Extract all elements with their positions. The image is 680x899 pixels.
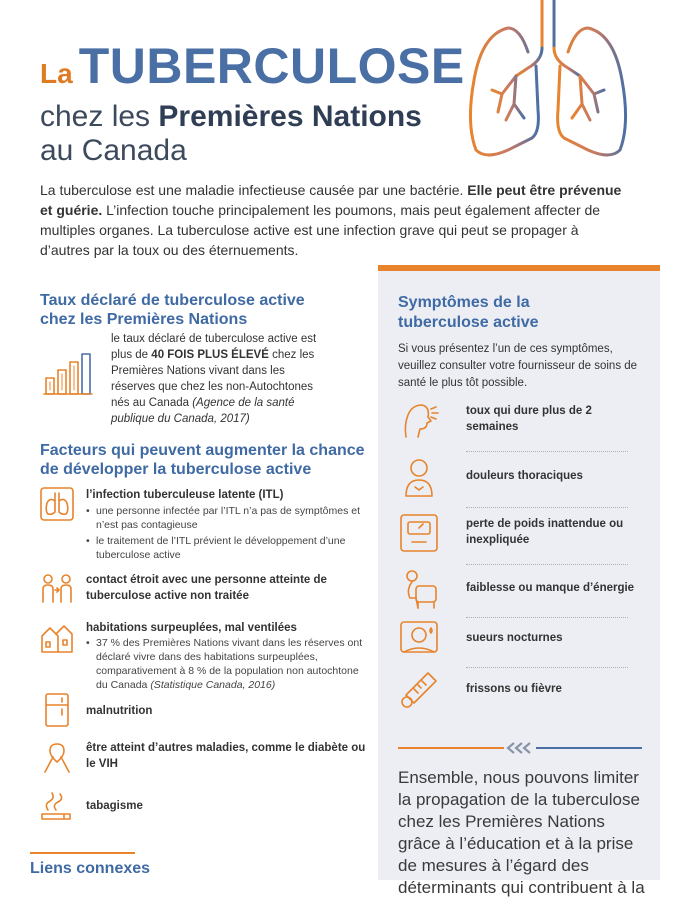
divider: [466, 451, 628, 452]
symptoms-heading: [398, 293, 539, 333]
title-line2-prefix: chez les: [40, 100, 151, 133]
list-item: • le traitement de l’ITL prévient le développement d’une tuberculose active: [86, 534, 366, 562]
factor-contact-title: contact étroit avec une personne atteinte de tuberculose active non traitée: [86, 574, 327, 602]
symptom-weight: [398, 510, 638, 556]
chest-pain-icon: [398, 456, 440, 498]
factor-smoking-title: tabagisme: [86, 800, 143, 812]
title-main: TUBERCULOSE: [78, 38, 465, 94]
title-la: La: [40, 58, 73, 89]
bar-chart-icon: [42, 350, 94, 398]
chevron-divider-icon: [398, 741, 642, 755]
symptoms-heading-line2: tuberculose active: [398, 314, 539, 331]
houses-icon: [40, 620, 74, 654]
divider: [466, 507, 628, 508]
thermometer-icon: [398, 669, 440, 711]
weakness-icon: [398, 568, 440, 610]
symptoms-heading-line1: Symptômes de la: [398, 294, 530, 311]
related-divider: [30, 852, 135, 854]
rate-text-post: chez les Premières Nations vivant dans les réserves que chez les non-Autochtones nés au Canada: [111, 349, 315, 409]
symptom-label: perte de poids inattendue ou inexpliquée: [466, 518, 624, 546]
cough-icon: [398, 399, 440, 441]
lungs-icon: [462, 0, 634, 162]
factors-heading-line1: Facteurs qui peuvent augmenter la chance: [40, 442, 365, 459]
list-item: [86, 636, 366, 692]
rate-heading-line2: chez les Premières Nations: [40, 311, 248, 328]
people-contact-icon: [40, 572, 74, 606]
list-item: • une personne infectée par l’ITL n’a pas de symptômes et n’est pas contagieuse: [86, 504, 366, 532]
intro-bold: Elle peut être prévenue et guérie.: [40, 182, 622, 218]
factor-malnutrition: [40, 693, 370, 727]
factor-ltbi-bullets: [86, 504, 366, 564]
rate-heading: [40, 291, 305, 329]
symptom-fever: [398, 667, 638, 713]
symptom-label: douleurs thoraciques: [466, 470, 583, 482]
closing-text: Ensemble, nous pouvons limiter la propagation de la tuberculose chez les Premières Nations grâce à l’éducation et à la prise de mesures à l’égard des déterminants qui contribuent à la: [398, 768, 645, 897]
symptom-sweats: [398, 616, 638, 662]
symptom-label: frissons ou fièvre: [466, 683, 562, 695]
title-line3: au Canada: [40, 134, 187, 167]
factor-diseases: [40, 740, 370, 776]
factor-ltbi: [40, 487, 370, 561]
factor-ltbi-title: l’infection tuberculeuse latente (ITL): [86, 489, 284, 501]
symptom-cough: [398, 397, 638, 443]
symptoms-panel: [378, 265, 660, 897]
title-line2-bold: Premières Nations: [158, 100, 422, 133]
page-title: [40, 40, 465, 168]
cigarette-icon: [40, 788, 74, 822]
factor-diseases-title: être atteint d’autres maladies, comme le diabète ou le VIH: [86, 742, 366, 770]
ribbon-icon: [40, 740, 74, 774]
rate-text: [111, 331, 331, 427]
factor-contact: [40, 572, 370, 608]
rate-source: (Agence de la santé publique du Canada, 2017): [111, 397, 295, 425]
symptom-weakness: [398, 566, 638, 612]
symptom-label: faiblesse ou manque d’énergie: [466, 582, 635, 594]
intro-part2: L’infection touche principalement les poumons, mais peut également affecter de multiples organes. La tuberculose active est une infection grave qui peut se propager à d’autres par la toux ou des éternuements.: [40, 202, 601, 258]
factors-heading-line2: de développer la tuberculose active: [40, 461, 312, 478]
factor-malnutrition-title: malnutrition: [86, 705, 153, 717]
symptom-chest: [398, 454, 638, 500]
divider: [466, 564, 628, 565]
housing-bullet-source: (Statistique Canada, 2016): [150, 679, 276, 691]
intro-part1: La tuberculose est une maladie infectieuse causée par une bactérie.: [40, 182, 464, 198]
symptom-label: toux qui dure plus de 2 semaines: [466, 405, 592, 433]
scale-icon: [398, 512, 440, 554]
housing-bullet-text: 37 % des Premières Nations vivant dans les réserves ont déclaré vivre dans des habitations surpeuplées, comparativement à 8 % de la population non autochtone du Canada: [96, 637, 363, 691]
intro-paragraph: [40, 180, 630, 260]
fridge-icon: [40, 693, 74, 727]
symptom-label: sueurs nocturnes: [466, 632, 563, 644]
lungs-small-icon: [40, 487, 74, 521]
factor-smoking: [40, 788, 370, 822]
rate-heading-line1: Taux déclaré de tuberculose active: [40, 292, 305, 309]
factor-housing: [40, 620, 370, 690]
factor-housing-title: habitations surpeuplées, mal ventilées: [86, 622, 297, 634]
rate-text-pre: le taux déclaré de tuberculose active est plus de: [111, 333, 317, 361]
rate-text-bold: 40 FOIS PLUS ÉLEVÉ: [151, 349, 269, 361]
night-sweat-icon: [398, 618, 440, 660]
factors-heading: [40, 441, 365, 479]
symptoms-intro: Si vous présentez l’un de ces symptômes, veuillez consulter votre fournisseur de soins de santé le plus tôt possible.: [398, 343, 638, 389]
related-links-heading: Liens connexes: [30, 860, 151, 877]
factor-housing-bullets: [86, 636, 366, 694]
